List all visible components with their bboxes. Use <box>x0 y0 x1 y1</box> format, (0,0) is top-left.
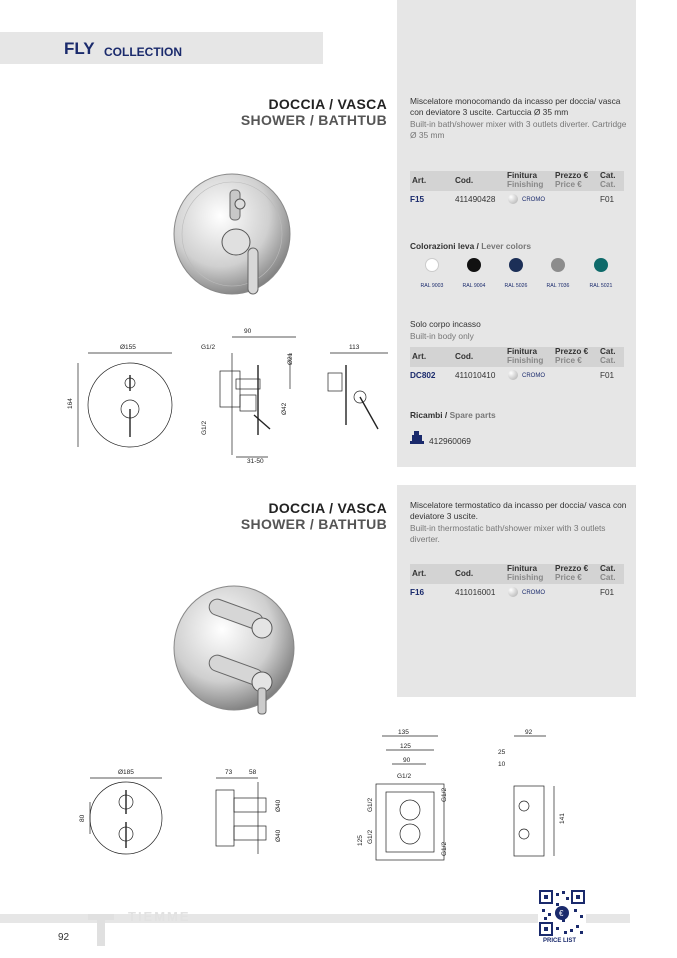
lever-color-code: RAL 5021 <box>589 283 613 289</box>
col-cat: Cat. <box>600 171 616 180</box>
svg-text:Ø21: Ø21 <box>287 352 294 365</box>
lever-label-it: Colorazioni leva / <box>410 241 479 251</box>
section1-table <box>410 171 624 207</box>
svg-text:Ø155: Ø155 <box>120 344 136 351</box>
row-art: DC802 <box>410 371 436 380</box>
spare-parts-label <box>410 410 496 420</box>
body-only-label <box>410 318 481 342</box>
svg-text:90: 90 <box>244 328 252 335</box>
col-price: Prezzo € <box>555 171 589 180</box>
col-cod: Cod. <box>455 352 474 361</box>
svg-text:Ø185: Ø185 <box>118 769 134 776</box>
section1-title-en: SHOWER / BATHTUB <box>240 112 387 128</box>
row-cod: 411010410 <box>455 371 496 380</box>
brand-watermark: TIEMME <box>128 909 191 924</box>
technical-drawing-f16 <box>70 726 590 866</box>
chrome-swatch-icon <box>508 587 518 597</box>
svg-text:25: 25 <box>498 749 506 756</box>
row-cat: F01 <box>600 371 615 380</box>
section2-title-en: SHOWER / BATHTUB <box>240 516 387 532</box>
svg-text:G1/2: G1/2 <box>367 829 374 844</box>
svg-text:G1/2: G1/2 <box>201 344 216 351</box>
tiemme-logo-mark <box>88 912 114 946</box>
col-fin: Finitura <box>507 347 538 356</box>
section1-desc-it: Miscelatore monocomando da incasso per doccia/ vasca con deviatore 3 uscite. Cartuccia Ø 35 mm <box>410 96 621 117</box>
col-price: Prezzo € <box>555 347 589 356</box>
svg-text:G1/2: G1/2 <box>367 797 374 812</box>
row-fin: CROMO <box>522 373 545 379</box>
lever-color-swatch <box>594 258 608 272</box>
svg-text:135: 135 <box>398 729 409 736</box>
col-art: Art. <box>412 569 427 578</box>
svg-text:58: 58 <box>249 769 257 776</box>
col-art: Art. <box>412 176 427 185</box>
table-row <box>410 367 624 383</box>
col-cat-en: Cat. <box>600 180 616 189</box>
svg-text:€: € <box>559 909 564 918</box>
collection-header <box>0 32 323 64</box>
lever-colors-label <box>410 241 531 251</box>
row-fin: CROMO <box>522 590 545 596</box>
svg-text:92: 92 <box>525 729 533 736</box>
row-cat: F01 <box>600 195 615 204</box>
section2-description <box>410 500 628 544</box>
row-art: F16 <box>410 588 425 597</box>
svg-text:141: 141 <box>559 813 566 824</box>
lever-color-swatch <box>551 258 565 272</box>
col-cod: Cod. <box>455 569 474 578</box>
section2-title <box>241 500 387 532</box>
col-price-en: Price € <box>555 356 582 365</box>
section2-title-it: DOCCIA / VASCA <box>268 500 387 516</box>
table-header <box>410 564 624 584</box>
svg-text:164: 164 <box>67 398 74 409</box>
section1-table2 <box>410 347 624 383</box>
row-fin: CROMO <box>522 197 545 203</box>
lever-color-code: RAL 9004 <box>462 283 486 289</box>
table-header <box>410 347 624 367</box>
technical-drawing-f15 <box>60 325 400 465</box>
lever-color-code: RAL 9003 <box>420 283 444 289</box>
col-cat-en: Cat. <box>600 356 616 365</box>
svg-text:Ø40: Ø40 <box>275 799 282 812</box>
lever-color-swatch <box>467 258 481 272</box>
col-fin-en: Finishing <box>507 180 544 189</box>
col-cat-en: Cat. <box>600 573 616 582</box>
col-fin-en: Finishing <box>507 356 544 365</box>
collection-word: COLLECTION <box>104 45 182 59</box>
lever-label-en: Lever colors <box>481 241 532 251</box>
row-cat: F01 <box>600 588 615 597</box>
body-only-it: Solo corpo incasso <box>410 319 481 329</box>
col-fin-en: Finishing <box>507 573 544 582</box>
section1-desc-en: Built-in bath/shower mixer with 3 outlets diverter. Cartridge Ø 35 mm <box>410 119 627 140</box>
svg-text:80: 80 <box>79 814 86 822</box>
side-panel-top <box>397 0 636 467</box>
col-cat: Cat. <box>600 347 616 356</box>
spare-part-code: 412960069 <box>429 436 471 446</box>
row-cod: 411490428 <box>455 195 496 204</box>
section2-desc-en: Built-in thermostatic bath/shower mixer with 3 outlets diverter. <box>410 523 606 544</box>
svg-text:125: 125 <box>357 835 364 846</box>
lever-color-swatch <box>509 258 523 272</box>
svg-text:G1/2: G1/2 <box>441 787 448 802</box>
chrome-swatch-icon <box>508 370 518 380</box>
col-fin: Finitura <box>507 564 538 573</box>
collection-name: FLY <box>64 39 95 58</box>
section1-description <box>410 96 628 140</box>
svg-text:G1/2: G1/2 <box>397 773 412 780</box>
qr-code-icon[interactable] <box>538 889 586 937</box>
col-price-en: Price € <box>555 180 582 189</box>
svg-text:73: 73 <box>225 769 233 776</box>
row-art: F15 <box>410 195 425 204</box>
lever-color-code: RAL 7036 <box>546 283 570 289</box>
body-only-en: Built-in body only <box>410 331 474 341</box>
spare-label-en: Spare parts <box>449 410 496 420</box>
svg-text:G1/2: G1/2 <box>201 420 208 435</box>
table-header <box>410 171 624 191</box>
svg-text:G1/2: G1/2 <box>441 841 448 856</box>
section1-title <box>241 96 387 128</box>
col-art: Art. <box>412 352 427 361</box>
svg-text:31-50: 31-50 <box>247 458 264 465</box>
section2-desc-it: Miscelatore termostatico da incasso per doccia/ vasca con deviatore 3 uscite. <box>410 500 627 521</box>
svg-text:90: 90 <box>403 757 411 764</box>
svg-text:Ø42: Ø42 <box>281 402 288 415</box>
product-image-f15 <box>170 168 300 308</box>
col-fin: Finitura <box>507 171 538 180</box>
col-cod: Cod. <box>455 176 474 185</box>
spare-label-it: Ricambi / <box>410 410 448 420</box>
product-image-f16 <box>172 576 302 718</box>
section2-table <box>410 564 624 600</box>
table-row <box>410 191 624 207</box>
svg-text:Ø40: Ø40 <box>275 829 282 842</box>
svg-text:113: 113 <box>349 344 360 351</box>
cartridge-icon <box>410 431 424 445</box>
chrome-swatch-icon <box>508 194 518 204</box>
col-price: Prezzo € <box>555 564 589 573</box>
svg-text:10: 10 <box>498 761 506 768</box>
col-price-en: Price € <box>555 573 582 582</box>
page-number: 92 <box>58 932 70 943</box>
table-row <box>410 584 624 600</box>
lever-color-swatch <box>425 258 439 272</box>
svg-text:125: 125 <box>400 743 411 750</box>
lever-color-code: RAL 5026 <box>504 283 528 289</box>
row-cod: 411016001 <box>455 588 496 597</box>
section1-title-it: DOCCIA / VASCA <box>268 96 387 112</box>
col-cat: Cat. <box>600 564 616 573</box>
qr-label: PRICE LIST <box>543 938 577 944</box>
